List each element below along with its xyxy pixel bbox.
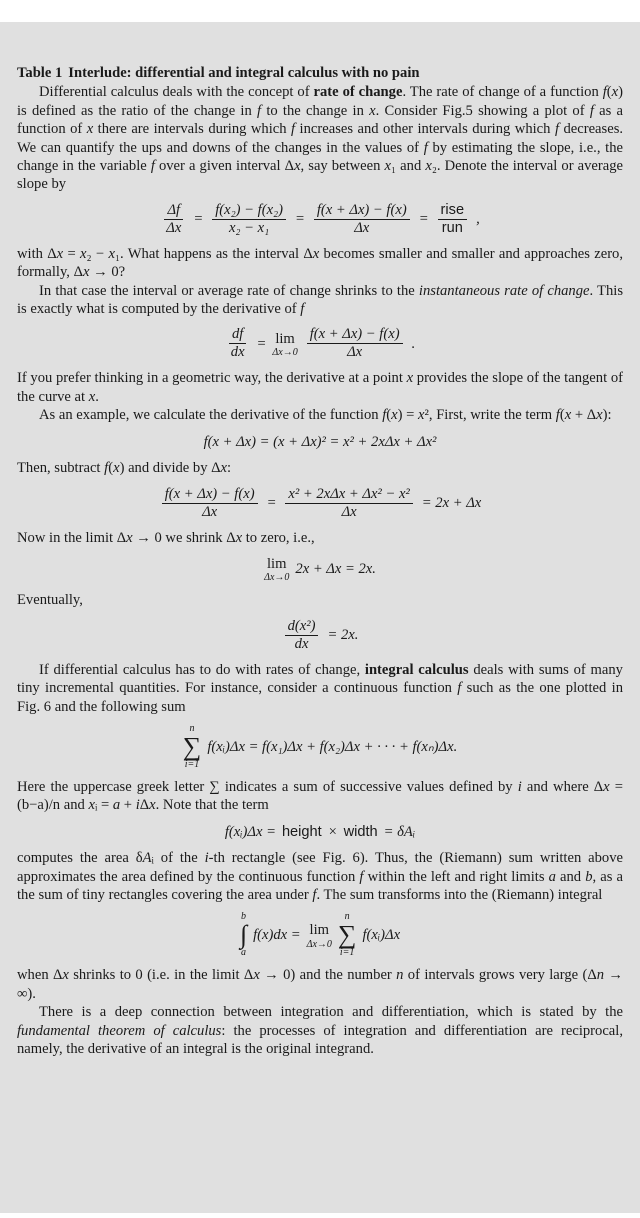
text-run: f bbox=[423, 139, 428, 156]
text-run: fundamental theorem of calculus bbox=[17, 1022, 222, 1039]
lim-label: lim bbox=[275, 330, 295, 347]
text-run: x bbox=[220, 460, 228, 477]
text-run: = bbox=[266, 494, 277, 511]
text-run: width bbox=[343, 823, 378, 840]
text-run: x bbox=[88, 388, 96, 405]
denominator: x₂ − x₁ bbox=[228, 219, 270, 236]
lim-label: lim bbox=[309, 922, 329, 939]
text-run: x bbox=[86, 121, 94, 138]
denominator: run bbox=[441, 219, 463, 236]
fraction bbox=[314, 202, 410, 237]
text-run: n bbox=[596, 967, 605, 984]
text-run: of intervals grows very large (Δ bbox=[403, 967, 597, 984]
fraction bbox=[212, 202, 286, 237]
text-run: x bbox=[56, 245, 64, 262]
text-run: becomes smaller and smaller and approaches zero, formally, Δ bbox=[17, 245, 623, 281]
text-run: x bbox=[406, 370, 414, 387]
text-run: x bbox=[235, 529, 243, 546]
table-number: Table 1 bbox=[17, 65, 63, 81]
text-run: n bbox=[396, 967, 404, 984]
text-run: , bbox=[476, 211, 480, 228]
text-run: = (b−a)/n and bbox=[17, 778, 623, 814]
denominator: Δx bbox=[347, 344, 363, 361]
denominator: Δx bbox=[202, 503, 218, 520]
text-run: f bbox=[602, 84, 607, 101]
text-run: and bbox=[555, 868, 586, 885]
text-run: height bbox=[281, 823, 322, 840]
text-run: , as a the sum of tiny rectangles covering the area under bbox=[17, 868, 623, 903]
text-run: there are intervals during which bbox=[93, 121, 292, 138]
sum-upper: n bbox=[344, 911, 350, 923]
text-run: -th rectangle (see Fig. 6). Thus, the (Riemann) sum written above approximates the area defined by the continuous function bbox=[17, 850, 624, 885]
interlude-content bbox=[17, 64, 623, 1058]
text-run: x bbox=[312, 245, 320, 262]
numerator: x² + 2xΔx + Δx² − x² bbox=[285, 486, 412, 504]
text-run: f(xᵢ)Δx bbox=[362, 927, 401, 944]
text-run: deals with sums of many tiny incremental quantities. For instance, consider a continuous function bbox=[17, 661, 623, 697]
text-run: a bbox=[548, 868, 556, 885]
text-run: x bbox=[294, 158, 301, 175]
paragraph bbox=[17, 529, 623, 547]
lim-label: lim bbox=[267, 555, 287, 572]
text-run: increases and other intervals during which bbox=[295, 121, 555, 138]
text-run: such as the one plotted in Fig. 6 and the following sum bbox=[17, 680, 623, 715]
text-run: to zero, i.e., bbox=[242, 529, 315, 546]
text-run: x bbox=[391, 407, 398, 424]
fraction bbox=[228, 326, 248, 361]
numerator: f(x + Δx) − f(x) bbox=[307, 326, 403, 344]
integral-lower: a bbox=[241, 947, 246, 959]
text-run: f bbox=[589, 102, 594, 119]
text-run: x bbox=[88, 797, 95, 814]
equation bbox=[17, 433, 623, 451]
text-run: f(x)dx = bbox=[253, 927, 301, 944]
integral-upper: b bbox=[241, 911, 246, 923]
text-run: → ∞). bbox=[17, 967, 623, 1002]
text-run: x bbox=[149, 797, 156, 814]
text-run: Δ bbox=[139, 797, 150, 814]
numerator: f(x + Δx) − f(x) bbox=[314, 202, 410, 220]
text-run: . This is exactly what is computed by the derivative of bbox=[17, 282, 623, 318]
text-run: x bbox=[564, 407, 572, 424]
text-run: = bbox=[256, 335, 267, 352]
text-run: ᵢ of the bbox=[151, 850, 205, 867]
text-run: As an example, we calculate the derivative of the function bbox=[39, 407, 383, 424]
paragraph bbox=[17, 591, 623, 609]
table-title bbox=[17, 64, 623, 82]
text-run: rate of change bbox=[313, 84, 403, 101]
text-run: ( bbox=[559, 407, 565, 424]
text-run: f bbox=[554, 121, 559, 138]
text-run: x bbox=[425, 158, 432, 175]
sum-operator bbox=[183, 724, 202, 770]
sum-lower: i=1 bbox=[339, 947, 355, 959]
text-run: a bbox=[112, 797, 121, 814]
text-run: ) = bbox=[397, 407, 419, 424]
numerator: d(x²) bbox=[285, 618, 319, 636]
text-run: → 0 we shrink Δ bbox=[132, 529, 236, 546]
table-caption: Interlude: differential and integral calculus with no pain bbox=[68, 65, 420, 81]
sigma-symbol: ∑ bbox=[337, 920, 357, 950]
numerator: rise bbox=[438, 202, 468, 220]
denominator: dx bbox=[294, 635, 309, 652]
text-run: Here the uppercase greek letter ∑ indicates a sum of successive values defined by bbox=[17, 778, 518, 795]
text-run: . Note that the term bbox=[155, 797, 269, 814]
text-run: ) and divide by Δ bbox=[119, 460, 221, 477]
text-run: , say between bbox=[300, 158, 385, 175]
text-run: ᵢ = bbox=[94, 797, 113, 814]
text-run: ₂. Denote the interval or average slope by bbox=[17, 158, 624, 193]
text-run: In that case the interval or average rate of change shrinks to the bbox=[39, 282, 419, 299]
limit-operator bbox=[264, 555, 289, 583]
text-run: x bbox=[603, 778, 610, 795]
text-run: f bbox=[104, 460, 109, 477]
text-run: . Consider Fig.5 showing a plot of bbox=[375, 102, 590, 119]
equation bbox=[17, 326, 623, 361]
text-run: → 0) and the number bbox=[259, 967, 397, 984]
sigma-symbol: ∑ bbox=[182, 731, 202, 761]
text-run: x bbox=[62, 967, 69, 984]
text-run: by estimating the slope, i.e., the change in the variable bbox=[17, 139, 624, 175]
text-run: = bbox=[294, 211, 305, 228]
text-run: ( bbox=[108, 460, 114, 477]
text-run: f bbox=[291, 121, 296, 138]
fraction bbox=[285, 486, 412, 521]
text-run: = bbox=[193, 211, 204, 228]
text-run: decreases. We can quantify the ups and downs of the changes in the values of bbox=[17, 121, 624, 156]
text-run: f bbox=[359, 868, 364, 885]
text-run: . The rate of change of a function bbox=[402, 84, 603, 101]
text-run: computes the area δ bbox=[17, 850, 143, 867]
text-run: ( bbox=[386, 407, 392, 424]
text-run: . The sum transforms into the (Riemann) integral bbox=[316, 886, 603, 903]
text-run: × bbox=[327, 823, 338, 840]
text-run: = δAᵢ bbox=[383, 823, 416, 840]
text-run: Differential calculus deals with the concept of bbox=[39, 84, 314, 101]
lim-subscript: Δx→0 bbox=[272, 347, 298, 359]
equation bbox=[17, 724, 623, 770]
numerator: f(x₂) − f(x₂) bbox=[212, 202, 286, 220]
numerator: f(x + Δx) − f(x) bbox=[162, 486, 258, 504]
text-run: with Δ bbox=[17, 245, 57, 262]
lim-subscript: Δx→0 bbox=[264, 572, 290, 584]
fraction bbox=[307, 326, 403, 361]
equation bbox=[17, 486, 623, 521]
limit-operator bbox=[307, 921, 332, 949]
text-run: Then, subtract bbox=[17, 460, 105, 477]
text-run: i bbox=[517, 778, 522, 795]
text-run: as a function of bbox=[17, 102, 623, 138]
integral-symbol: ∫ bbox=[239, 920, 248, 950]
text-run: x bbox=[611, 84, 619, 101]
text-run: A bbox=[142, 850, 152, 867]
paragraph bbox=[17, 459, 623, 477]
equation bbox=[17, 618, 623, 653]
paragraph bbox=[17, 369, 623, 406]
paragraph bbox=[17, 245, 623, 282]
text-run: x bbox=[113, 460, 120, 477]
text-run: Now in the limit Δ bbox=[17, 529, 127, 546]
sum-upper: n bbox=[189, 722, 195, 734]
paragraph bbox=[17, 83, 623, 193]
text-run: = bbox=[418, 211, 429, 228]
text-run: ², First, write the term bbox=[424, 407, 556, 424]
equation bbox=[17, 555, 623, 583]
text-run: Eventually, bbox=[17, 592, 83, 609]
text-run: i bbox=[204, 850, 209, 867]
fraction bbox=[163, 202, 184, 237]
text-run: f(xᵢ)Δx = f(x₁)Δx + f(x₂)Δx + · · · + f(xₙ)Δx. bbox=[207, 738, 458, 755]
paragraph bbox=[17, 966, 623, 1003]
sum-operator bbox=[338, 912, 357, 958]
text-run: There is a deep connection between integration and differentiation, which is stated by the bbox=[39, 1004, 623, 1021]
lim-subscript: Δx→0 bbox=[306, 938, 332, 950]
paragraph bbox=[17, 778, 623, 815]
denominator: Δx bbox=[354, 219, 370, 236]
body-text bbox=[17, 83, 623, 1058]
text-run: f bbox=[300, 301, 305, 318]
text-run: ): bbox=[602, 407, 612, 424]
text-run: : the processes of integration and differentiation are reciprocal, namely, the derivative of an integral is the original integrand. bbox=[17, 1022, 623, 1057]
text-run: = 2x. bbox=[327, 627, 359, 644]
text-run: x bbox=[253, 967, 260, 984]
text-run: x bbox=[126, 529, 133, 546]
text-run: x bbox=[418, 407, 425, 424]
paragraph bbox=[17, 1003, 623, 1058]
text-run: 2x + Δx = 2x. bbox=[295, 560, 376, 577]
text-run: and where Δ bbox=[521, 778, 604, 795]
text-run: + Δ bbox=[571, 407, 597, 424]
text-run: ₂ − bbox=[86, 245, 109, 262]
integral-operator bbox=[240, 912, 247, 958]
paragraph bbox=[17, 849, 623, 904]
paragraph bbox=[17, 661, 623, 716]
text-run: f bbox=[150, 158, 155, 175]
text-run: i bbox=[135, 797, 140, 814]
text-run: . bbox=[95, 388, 99, 405]
text-run: x bbox=[369, 102, 376, 119]
text-run: ₁ and bbox=[391, 158, 426, 175]
text-run: over a given interval Δ bbox=[154, 158, 295, 175]
limit-operator bbox=[272, 330, 297, 358]
text-run: f bbox=[312, 886, 317, 903]
text-run: . bbox=[411, 335, 416, 352]
equation bbox=[17, 912, 623, 958]
text-run: → 0? bbox=[89, 264, 126, 281]
text-run: shrinks to 0 (i.e. in the limit Δ bbox=[68, 967, 254, 984]
text-run: f bbox=[382, 407, 387, 424]
fraction bbox=[285, 618, 319, 653]
text-run: integral calculus bbox=[364, 661, 469, 678]
equation bbox=[17, 823, 623, 841]
text-run: instantaneous rate of change bbox=[418, 282, 590, 299]
text-run: b bbox=[585, 868, 593, 885]
text-run: ₁. What happens as the interval Δ bbox=[114, 245, 313, 262]
denominator: Δx bbox=[166, 219, 182, 236]
paragraph bbox=[17, 282, 623, 319]
text-run: ( bbox=[606, 84, 612, 101]
fraction bbox=[162, 486, 258, 521]
text-run: to the change in bbox=[261, 102, 370, 119]
text-run: = bbox=[63, 245, 81, 262]
denominator: Δx bbox=[341, 503, 357, 520]
text-run: f bbox=[457, 680, 462, 697]
text-run: f(x + Δx) = (x + Δx)² = x² + 2xΔx + Δx² bbox=[203, 433, 437, 450]
text-run: f bbox=[257, 102, 262, 119]
text-run: within the left and right limits bbox=[363, 868, 549, 885]
fraction bbox=[438, 202, 468, 237]
text-run: + bbox=[120, 797, 136, 814]
text-run: x bbox=[80, 245, 87, 262]
text-run: ) is defined as the ratio of the change in bbox=[17, 84, 623, 119]
equation bbox=[17, 202, 623, 237]
text-run: = 2x + Δx bbox=[421, 494, 482, 511]
interlude-box bbox=[0, 22, 640, 1213]
text-run: x bbox=[384, 158, 391, 175]
denominator: dx bbox=[230, 344, 245, 361]
text-run: : bbox=[227, 460, 232, 477]
text-run: f bbox=[555, 407, 560, 424]
text-run: If you prefer thinking in a geometric way, the derivative at a point bbox=[17, 370, 407, 387]
text-run: x bbox=[83, 264, 90, 281]
numerator: df bbox=[229, 326, 246, 344]
text-run: provides the slope of the tangent of the curve at bbox=[17, 370, 623, 405]
text-run: when Δ bbox=[17, 967, 63, 984]
paragraph bbox=[17, 406, 623, 424]
text-run: x bbox=[596, 407, 603, 424]
text-run: f(xᵢ)Δx = bbox=[224, 823, 276, 840]
sum-lower: i=1 bbox=[184, 758, 200, 770]
numerator: Δf bbox=[164, 202, 183, 220]
text-run: If differential calculus has to do with rates of change, bbox=[39, 661, 365, 678]
text-run: x bbox=[108, 245, 115, 262]
